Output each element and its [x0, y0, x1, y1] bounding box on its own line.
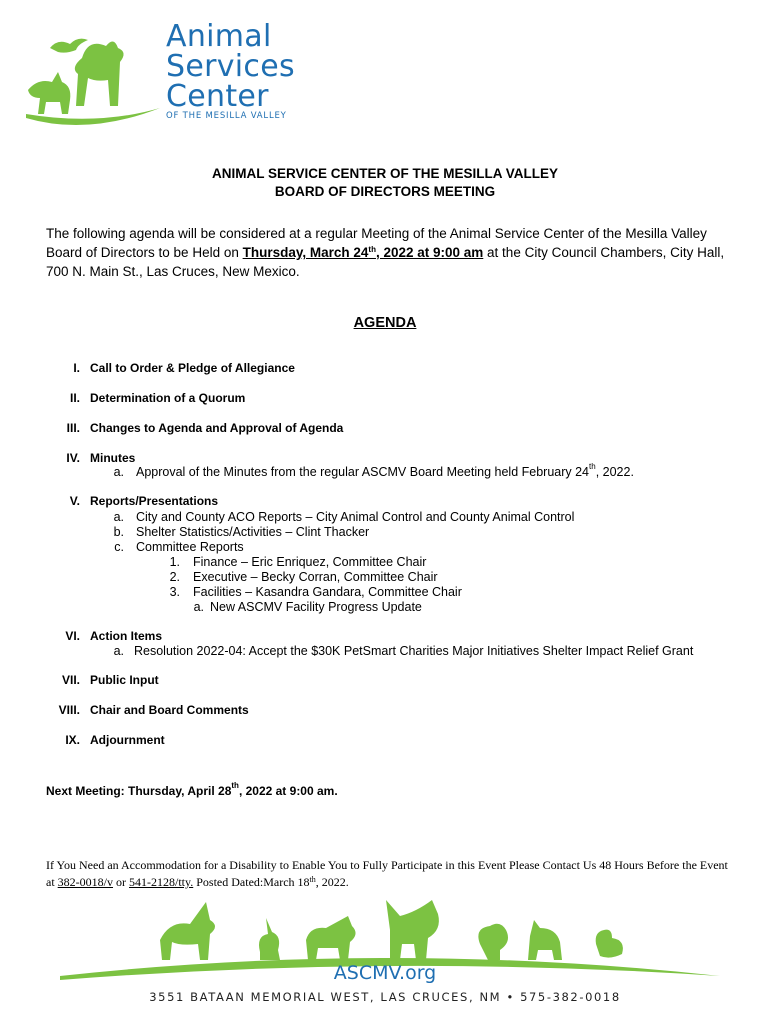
- item-label: Call to Order & Pledge of Allegiance: [90, 361, 295, 375]
- committee-line: Finance – Eric Enriquez, Committee Chair: [193, 555, 427, 569]
- committee-subline: New ASCMV Facility Progress Update: [210, 600, 422, 614]
- item-number: IX.: [65, 733, 80, 747]
- report-line: City and County ACO Reports – City Animal Control and County Animal Control: [136, 510, 575, 524]
- committee-line: Executive – Becky Corran, Committee Chair: [193, 570, 438, 584]
- agenda-title: AGENDA: [353, 315, 417, 331]
- sub-marker: b.: [113, 525, 124, 539]
- item-number: IV.: [66, 451, 80, 465]
- intro-text-after: at the City Council Chambers, City Hall, 700 N. Main St., Las Cruces, New Mexico.: [46, 245, 725, 279]
- logo-word-services: Services: [166, 49, 295, 84]
- meeting-date: Thursday, March 24th, 2022 at 9:00 am: [242, 245, 484, 260]
- item-label: Minutes: [90, 451, 136, 465]
- sub-marker: a.: [193, 600, 204, 614]
- item-number: I.: [73, 361, 80, 375]
- accommodation-notice: If You Need an Accommodation for a Disability to Enable You to Fully Participate in this Event Please Contact Us 48 Hours Before the Event at 382-0018/v or 541-2128/tty. Posted Dated:March 18th, 2022.: [46, 858, 728, 889]
- intro-paragraph: [46, 224, 736, 281]
- sub-marker: c.: [114, 540, 124, 554]
- logo-word-animal: Animal: [166, 19, 272, 54]
- item-label: Adjournment: [90, 733, 165, 747]
- heading-line-1: ANIMAL SERVICE CENTER OF THE MESILLA VALLEY: [211, 166, 559, 181]
- footer-address: 3551 BATAAN MEMORIAL WEST, LAS CRUCES, NM • 575-382-0018: [149, 990, 621, 1004]
- item-number: II.: [69, 391, 80, 405]
- next-meeting: Next Meeting: Thursday, April 28th, 2022 at 9:00 am.: [46, 781, 338, 798]
- sub-marker: a.: [113, 644, 124, 658]
- logo-word-center: Center: [166, 79, 269, 114]
- item-number: VI.: [65, 629, 80, 643]
- item-label: Reports/Presentations: [90, 494, 219, 508]
- item-label: Changes to Agenda and Approval of Agenda: [90, 421, 344, 435]
- item-number: VII.: [61, 673, 80, 687]
- minutes-approval-text: Approval of the Minutes from the regular ASCMV Board Meeting held February 24th, 2022.: [136, 462, 634, 479]
- sub-marker: a.: [113, 510, 124, 524]
- item-label: Chair and Board Comments: [90, 703, 249, 717]
- report-line: Shelter Statistics/Activities – Clint Thacker: [136, 525, 370, 539]
- item-number: VIII.: [58, 703, 80, 717]
- item-label: Action Items: [90, 629, 163, 643]
- committee-line: Facilities – Kasandra Gandara, Committee Chair: [193, 585, 462, 599]
- heading-line-2: BOARD OF DIRECTORS MEETING: [274, 184, 496, 199]
- animal-services-logo-icon: [18, 18, 168, 128]
- sub-marker: 3.: [169, 585, 180, 599]
- item-number: III.: [66, 421, 80, 435]
- item-label: Determination of a Quorum: [90, 391, 246, 405]
- item-label: Public Input: [90, 673, 159, 687]
- phone-tty-link[interactable]: 541-2128/tty.: [129, 875, 194, 889]
- item-number: V.: [69, 494, 80, 508]
- resolution-line: Resolution 2022-04: Accept the $30K PetSmart Charities Major Initiatives Shelter Impact Relief Grant: [134, 644, 694, 658]
- intro-text-before: The following agenda will be considered at a regular Meeting of the Animal Service Center of the Mesilla Valley Board of Directors to be Held on: [46, 226, 707, 260]
- footer-website[interactable]: ASCMV.org: [333, 962, 437, 984]
- sub-marker: a.: [113, 465, 124, 479]
- sub-marker: 2.: [169, 570, 180, 584]
- logo-subline: OF THE MESILLA VALLEY: [166, 111, 287, 121]
- phone-voice-link[interactable]: 382-0018/v: [57, 875, 114, 889]
- report-line: Committee Reports: [136, 540, 244, 554]
- sub-marker: 1.: [169, 555, 180, 569]
